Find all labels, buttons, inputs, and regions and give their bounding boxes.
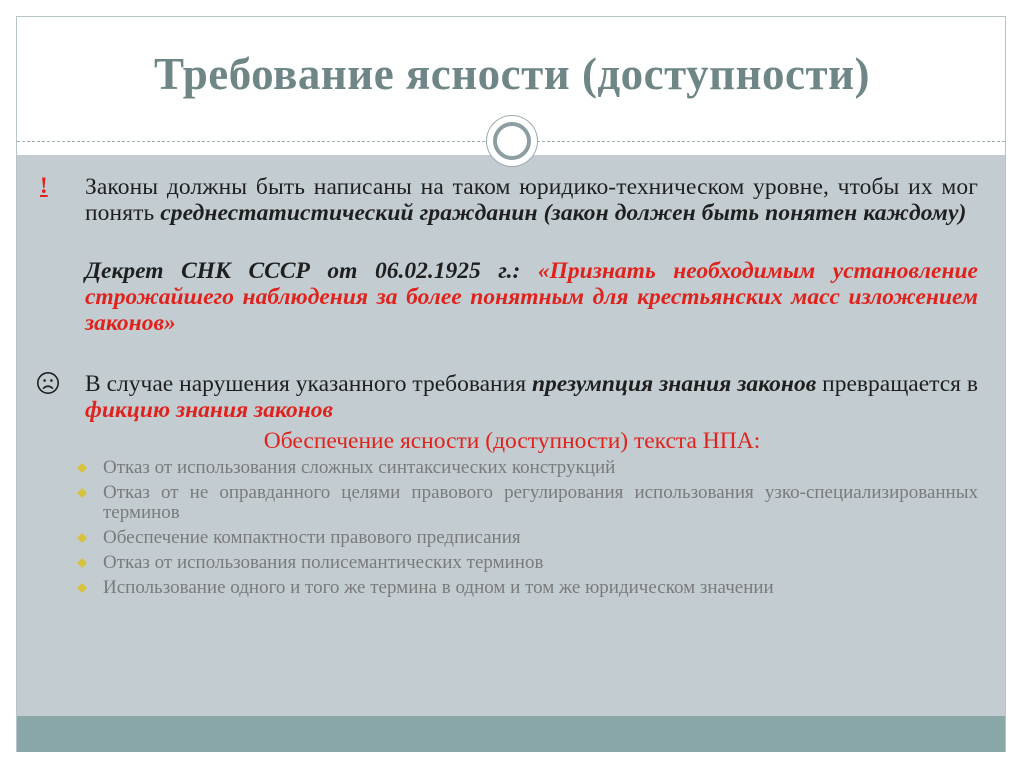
laws-text-emphasis: среднестатистический гражданин (закон должен быть понятен каждому) — [160, 200, 967, 226]
list-item — [75, 528, 978, 548]
decree-quote: «Признать необходимым установление строжайшего наблюдения за более понятным для крестьянских масс изложением законов» — [85, 258, 978, 336]
presumption-text: презумпция знания законов — [531, 371, 817, 397]
diamond-bullet-icon — [77, 463, 87, 473]
exclamation-icon: ! — [40, 173, 48, 198]
decree-reference: Декрет СНК СССР от 06.02.1925 г.: — [85, 258, 538, 284]
diamond-bullet-icon — [77, 558, 87, 568]
list-item-text: Отказ от использования полисемантических терминов — [103, 552, 544, 573]
circle-ornament-icon — [487, 116, 537, 166]
diamond-bullet-icon — [77, 583, 87, 593]
diamond-bullet-icon — [77, 533, 87, 543]
paragraph-laws-clarity — [85, 174, 978, 226]
slide-title: Требование ясности (доступности) — [153, 49, 871, 99]
requirements-list — [75, 458, 978, 603]
laws-text: Законы должны быть написаны на таком юридико-техническом уровне, чтобы их мог понять — [85, 174, 978, 226]
bottom-bar — [17, 716, 1005, 752]
list-item-text: Обеспечение компактности правового предписания — [103, 527, 521, 548]
list-item-text: Отказ от использования сложных синтаксических конструкций — [103, 457, 616, 478]
list-item-text: Использование одного и того же термина в одном и том же юридическом значении — [103, 577, 774, 598]
sad-face-icon — [36, 371, 60, 395]
violation-text: В случае нарушения указанного требования — [85, 371, 532, 397]
subheading: Обеспечение ясности (доступности) текста НПА: — [263, 428, 761, 454]
list-item-text: Отказ от не оправданного целями правового регулирования использования узко-специализированных терминов — [103, 482, 978, 523]
list-item — [75, 458, 978, 478]
fiction-text: фикцию знания законов — [85, 397, 334, 423]
diamond-bullet-icon — [77, 488, 87, 498]
transforms-text: превращается в — [816, 371, 978, 397]
list-item — [75, 483, 978, 523]
list-item — [75, 553, 978, 573]
paragraph-presumption — [85, 371, 978, 423]
paragraph-decree — [85, 258, 978, 336]
list-item — [75, 578, 978, 598]
